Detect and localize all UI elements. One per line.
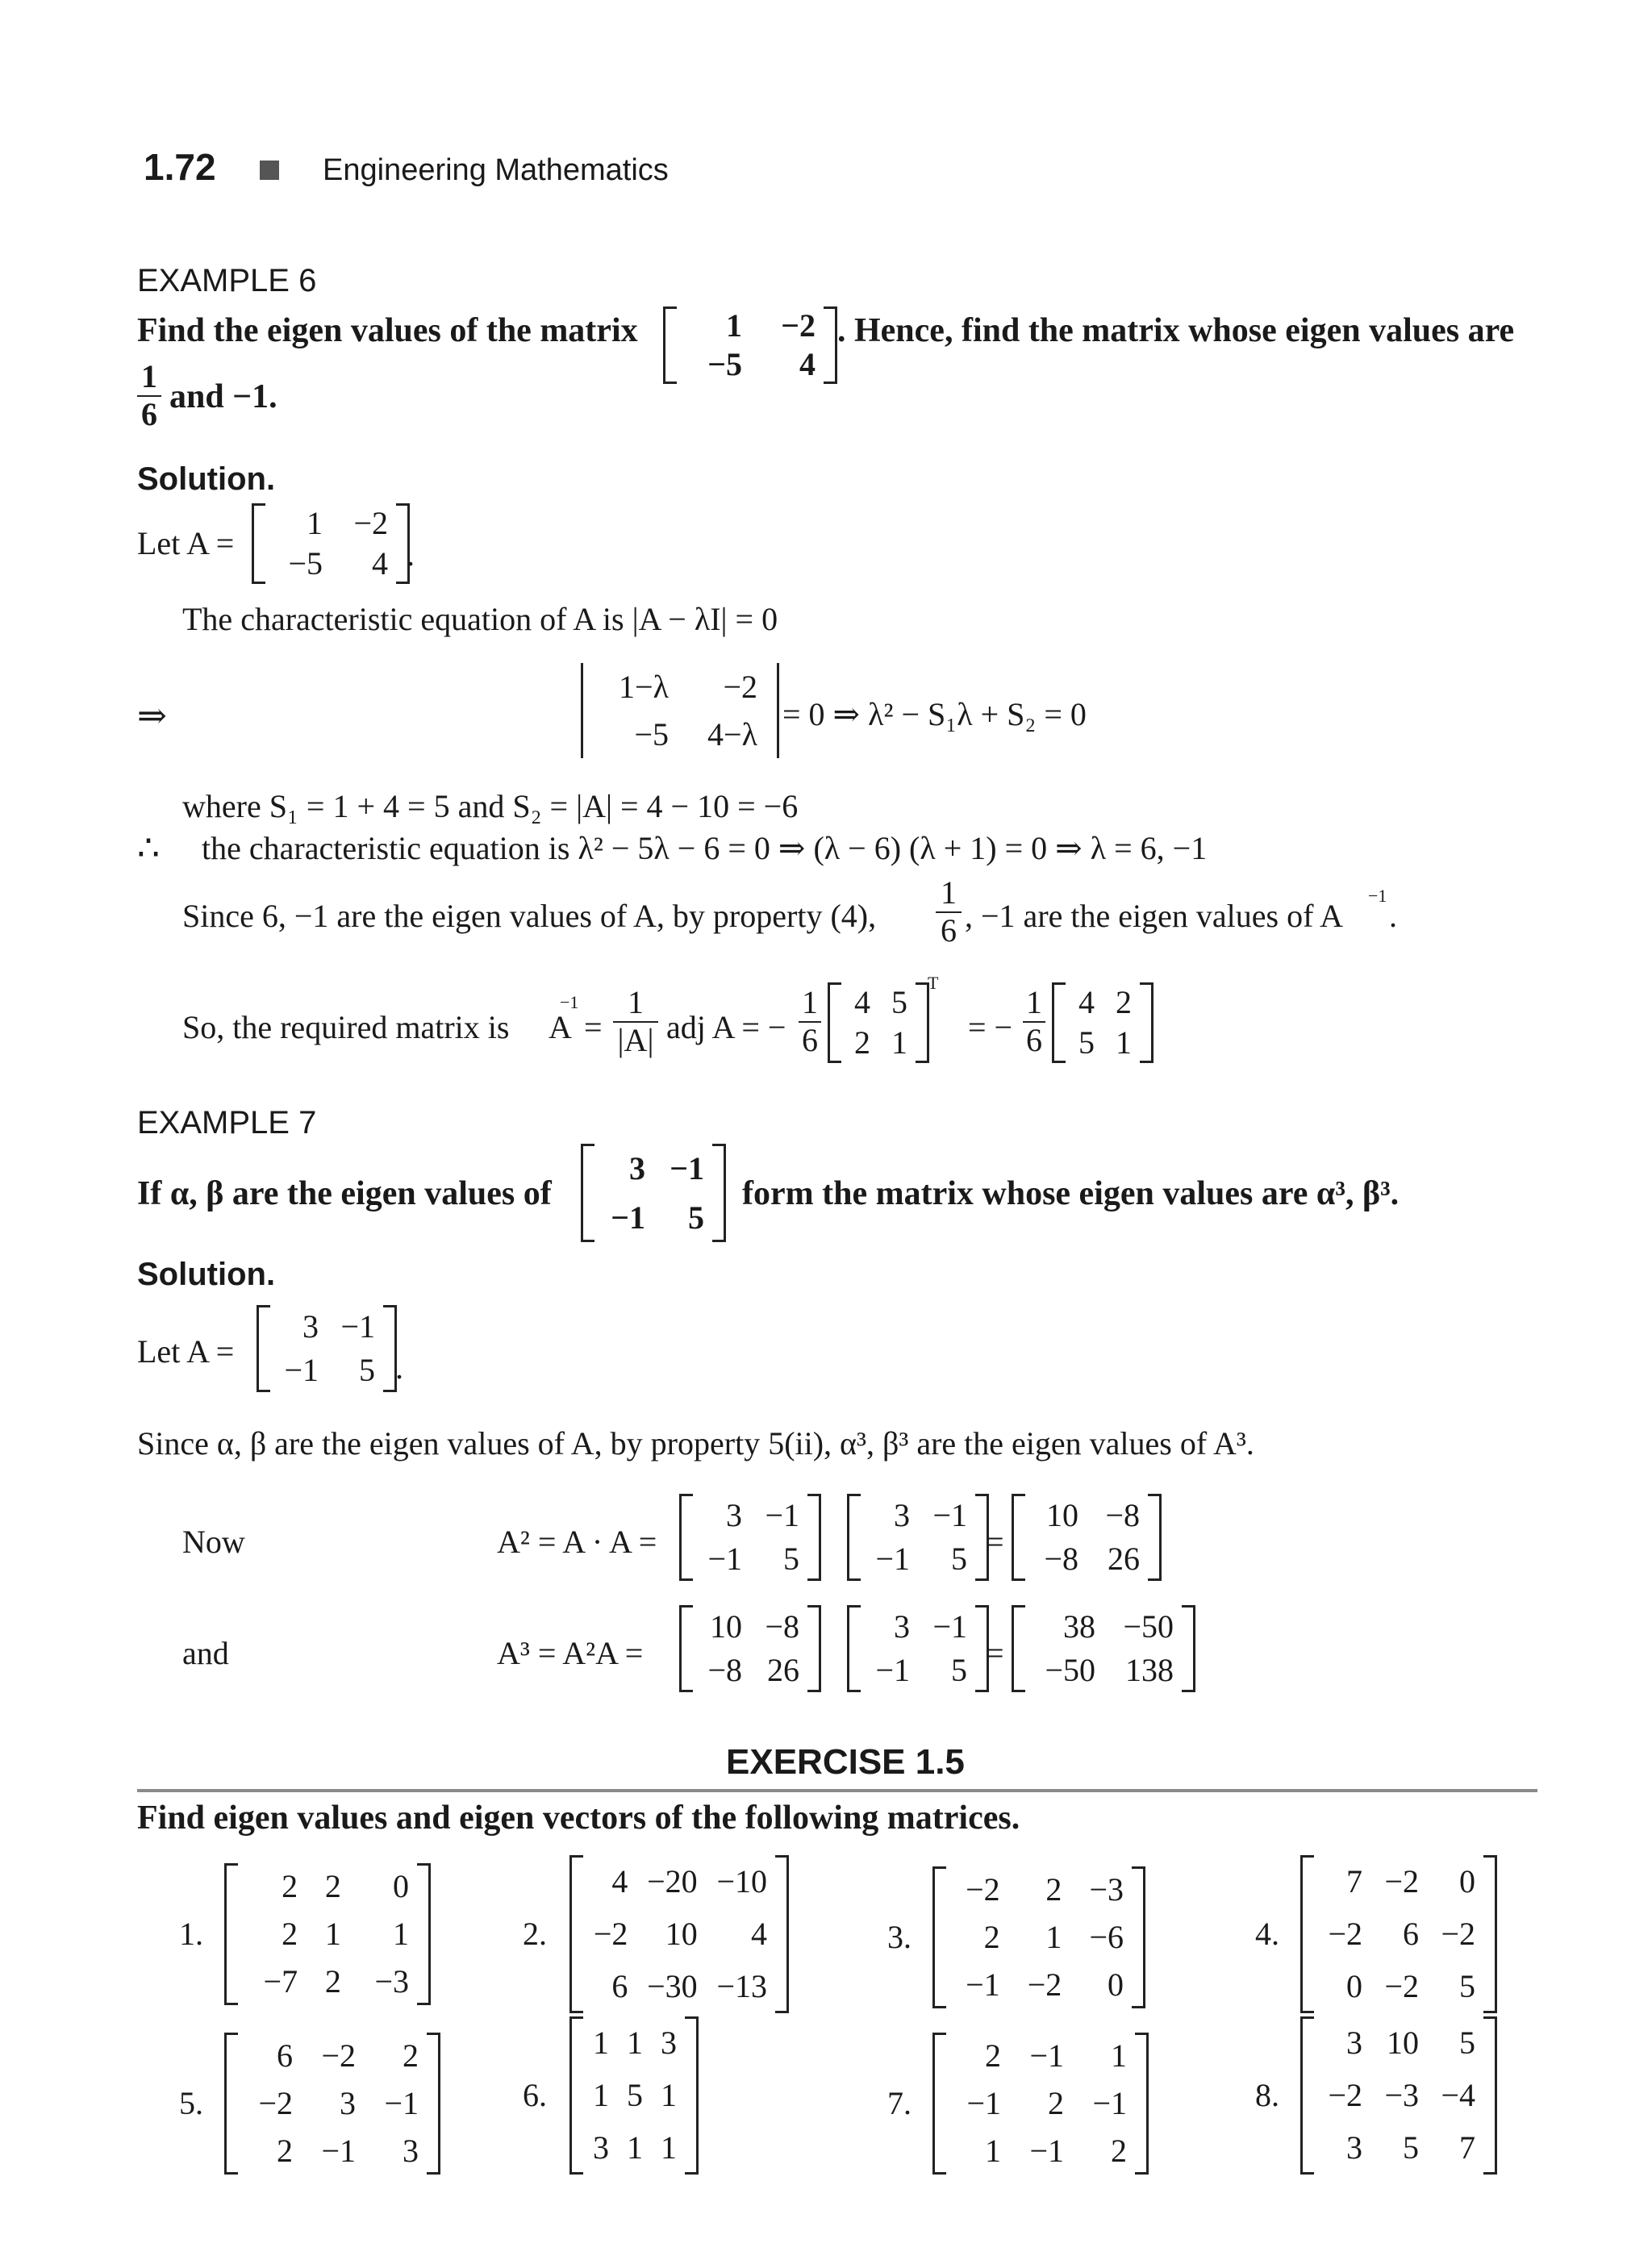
- matrix-cell: 0: [1108, 1966, 1124, 2003]
- book-title: Engineering Mathematics: [323, 153, 669, 187]
- matrix-cell: −1: [284, 1352, 319, 1388]
- matrix-cell: 0: [393, 1868, 409, 1905]
- problem-number: 4.: [1255, 1916, 1279, 1952]
- matrix-cell: −2: [781, 307, 816, 344]
- matrix-cell: −1: [875, 1541, 910, 1577]
- implies-arrow: ⇒: [137, 696, 167, 736]
- matrix-cell: 2: [983, 1918, 1000, 1955]
- matrix-cell: −3: [374, 1962, 409, 2000]
- matrix-cell: −5: [288, 545, 323, 582]
- inverse-superscript: −1: [560, 992, 579, 1012]
- matrix-cell: 2: [1116, 984, 1132, 1020]
- ex7-a2-lhs: A² = A · A =: [497, 1524, 657, 1560]
- ex7-a3-matrix-1: [679, 1605, 821, 1692]
- matrix-cell: 3: [403, 2132, 419, 2169]
- matrix-cell: −1: [932, 1608, 967, 1645]
- problem-matrix-7: [932, 2033, 1149, 2175]
- matrix-cell: 2: [277, 2132, 293, 2169]
- matrix-cell: −1: [384, 2084, 419, 2121]
- ex6-where-text: where S₁ = 1 + 4 = 5 and S₂ = |A| = 4 − 10 = −6: [182, 788, 799, 824]
- page-number: 1.72: [144, 146, 216, 188]
- ex7-let-matrix: [257, 1305, 397, 1392]
- ex6-char-eq-text: The characteristic equation of A is |A − λI| = 0: [182, 601, 778, 637]
- matrix-cell: 1: [593, 2024, 609, 2061]
- matrix-cell: −50: [1045, 1652, 1095, 1688]
- matrix-cell: 3: [1346, 2129, 1362, 2166]
- matrix-cell: 4: [611, 1862, 628, 1899]
- matrix-cell: 138: [1125, 1652, 1174, 1688]
- ex7-a3-matrix-2: [847, 1605, 989, 1692]
- ex6-since-text1: Since 6, −1 are the eigen values of A, by property (4),: [182, 898, 877, 934]
- matrix-cell: 4: [1078, 984, 1095, 1020]
- period: .: [1389, 898, 1397, 934]
- matrix-cell: −6: [1089, 1918, 1124, 1955]
- matrix-cell: −20: [647, 1862, 698, 1899]
- matrix-cell: 3: [894, 1497, 910, 1533]
- matrix-cell: −8: [1105, 1497, 1140, 1533]
- fraction-numerator: 1: [1023, 986, 1045, 1023]
- fraction-denominator: |A|: [617, 1022, 654, 1058]
- matrix-cell: 1: [661, 2129, 677, 2166]
- problem-matrix-1: [224, 1863, 431, 2005]
- determinant-cell: −5: [634, 716, 669, 753]
- matrix-cell: −2: [353, 505, 388, 541]
- matrix-cell: −1: [611, 1199, 645, 1236]
- matrix-cell: 7: [1346, 1862, 1362, 1899]
- matrix-cell: 1: [307, 505, 323, 541]
- problem-number: 3.: [887, 1919, 912, 1955]
- equals-sign: =: [986, 1635, 1004, 1671]
- ex6-let-matrix: [252, 503, 410, 584]
- fraction-numerator: 1: [137, 360, 161, 397]
- problem-number: 1.: [179, 1916, 203, 1952]
- ex6-solution-label: Solution.: [137, 461, 276, 497]
- exercise-title: EXERCISE 1.5: [726, 1742, 965, 1782]
- matrix-cell: −1: [340, 1308, 375, 1345]
- matrix-cell: −2: [1384, 1862, 1419, 1899]
- ex6-char-eq2: the characteristic equation is λ² − 5λ − 6 = 0 ⇒ (λ − 6) (λ + 1) = 0 ⇒ λ = 6, −1: [202, 830, 1208, 866]
- matrix-cell: −2: [1328, 2076, 1362, 2113]
- ex7-a2-matrix-2: [847, 1494, 989, 1581]
- matrix-cell: −1: [966, 2084, 1001, 2121]
- matrix-cell: 0: [1459, 1862, 1475, 1899]
- matrix-cell: 2: [1045, 1871, 1062, 1908]
- matrix-cell: 10: [1387, 2024, 1419, 2061]
- matrix-cell: 5: [891, 984, 907, 1020]
- ex7-now-label: Now: [182, 1524, 245, 1560]
- ex7-since-text: Since α, β are the eigen values of A, by property 5(ii), α³, β³ are the eigen values of A³.: [137, 1425, 1254, 1462]
- matrix-cell: 3: [726, 1497, 742, 1533]
- matrix-cell: 5: [1403, 2129, 1419, 2166]
- fraction-denominator: 6: [802, 1022, 818, 1058]
- ex7-a3-result: [1012, 1605, 1195, 1692]
- ex6-result-matrix: [1052, 982, 1153, 1063]
- fraction-numerator: 1: [799, 986, 821, 1023]
- matrix-cell: 1: [393, 1915, 409, 1952]
- matrix-cell: 3: [340, 2084, 356, 2121]
- ex6-det-rhs: = 0 ⇒ λ² − S₁λ + S₂ = 0: [782, 696, 1087, 732]
- matrix-cell: 26: [767, 1652, 799, 1688]
- problem-number: 6.: [523, 2077, 547, 2113]
- matrix-cell: 0: [1346, 1968, 1362, 2005]
- matrix-cell: −50: [1123, 1608, 1174, 1645]
- matrix-cell: 2: [282, 1915, 298, 1952]
- determinant-cell: 1−λ: [619, 669, 669, 705]
- matrix-cell: −2: [966, 1871, 1000, 1908]
- matrix-cell: 1: [661, 2076, 677, 2113]
- matrix-cell: −1: [670, 1149, 704, 1186]
- matrix-cell: 4: [751, 1915, 767, 1952]
- ex6-question-part1: Find the eigen values of the matrix: [137, 312, 638, 349]
- determinant-cell: 4−λ: [707, 716, 757, 753]
- matrix-cell: 6: [1403, 1915, 1419, 1952]
- problem-matrix-3: [932, 1866, 1145, 2008]
- therefore-symbol: ∴: [137, 828, 160, 868]
- problem-number: 7.: [887, 2085, 912, 2121]
- problem-matrix-2: [569, 1855, 789, 2013]
- matrix-cell: 26: [1108, 1541, 1140, 1577]
- ex7-solution-label: Solution.: [137, 1257, 276, 1292]
- matrix-cell: −3: [1089, 1871, 1124, 1908]
- matrix-cell: 1: [627, 2129, 643, 2166]
- matrix-cell: −2: [593, 1915, 628, 1952]
- matrix-cell: −1: [1092, 2084, 1127, 2121]
- matrix-cell: 1: [1045, 1918, 1062, 1955]
- matrix-cell: −1: [321, 2132, 356, 2169]
- matrix-cell: −30: [647, 1968, 698, 2005]
- matrix-cell: −2: [321, 2037, 356, 2075]
- matrix-cell: 1: [1111, 2037, 1127, 2075]
- matrix-cell: −3: [1384, 2076, 1419, 2113]
- ex6-one-sixth: [799, 986, 821, 1058]
- matrix-cell: 10: [1046, 1497, 1078, 1533]
- example-7-label: EXAMPLE 7: [137, 1105, 317, 1141]
- ex6-adj-text: adj A = −: [666, 1009, 786, 1045]
- problem-matrix-5: [224, 2033, 440, 2175]
- matrix-cell: 2: [1111, 2132, 1127, 2169]
- matrix-cell: 2: [1048, 2084, 1064, 2121]
- matrix-cell: 5: [688, 1199, 704, 1236]
- matrix-cell: 1: [1116, 1024, 1132, 1061]
- matrix-cell: 5: [1459, 2024, 1475, 2061]
- matrix-cell: 4: [372, 545, 388, 582]
- matrix-cell: 7: [1459, 2129, 1475, 2166]
- matrix-cell: 5: [359, 1352, 375, 1388]
- fraction-numerator: 1: [613, 986, 658, 1023]
- problem-matrix-6: [569, 2016, 699, 2175]
- matrix-cell: −8: [1044, 1541, 1078, 1577]
- matrix-cell: 3: [661, 2024, 677, 2061]
- matrix-cell: 2: [985, 2037, 1001, 2075]
- matrix-cell: 2: [854, 1024, 870, 1061]
- matrix-cell: −2: [258, 2084, 293, 2121]
- ex7-let-text: Let A =: [137, 1333, 235, 1370]
- problem-matrix-4: [1300, 1855, 1497, 2013]
- ex6-so-text: So, the required matrix is: [182, 1009, 510, 1045]
- ex7-question-part1: If α, β are the eigen values of: [137, 1175, 552, 1212]
- ex6-question-part2: . Hence, find the matrix whose eigen values are: [837, 312, 1515, 349]
- matrix-cell: 2: [403, 2037, 419, 2075]
- matrix-cell: −13: [716, 1968, 767, 2005]
- matrix-cell: −5: [707, 346, 742, 382]
- problem-number: 5.: [179, 2085, 203, 2121]
- matrix-cell: 5: [627, 2076, 643, 2113]
- a-inverse: A: [549, 1009, 572, 1045]
- matrix-cell: 2: [324, 1868, 341, 1905]
- inverse-superscript: −1: [1368, 886, 1387, 906]
- matrix-cell: 5: [1459, 1968, 1475, 2005]
- exercise-divider: [137, 1789, 1537, 1792]
- matrix-cell: −1: [932, 1497, 967, 1533]
- ex6-since-text2: , −1 are the eigen values of A: [965, 898, 1344, 934]
- matrix-cell: 38: [1063, 1608, 1095, 1645]
- ex6-eq-minus: = −: [968, 1009, 1013, 1045]
- ex6-since-fraction: [936, 876, 962, 949]
- matrix-cell: 6: [611, 1968, 628, 2005]
- ex6-let-text: Let A =: [137, 525, 235, 561]
- fraction-numerator: 1: [936, 876, 962, 913]
- matrix-cell: −7: [263, 1962, 298, 2000]
- matrix-cell: 5: [951, 1541, 967, 1577]
- matrix-cell: −2: [1328, 1915, 1362, 1952]
- fraction-denominator: 6: [141, 396, 157, 432]
- matrix-cell: −1: [966, 1966, 1000, 2003]
- matrix-cell: 3: [629, 1149, 645, 1186]
- fraction-denominator: 6: [941, 912, 957, 949]
- matrix-cell: −1: [875, 1652, 910, 1688]
- matrix-cell: 5: [783, 1541, 799, 1577]
- matrix-cell: 4: [799, 346, 816, 382]
- ex7-question-part2: form the matrix whose eigen values are α³, β³.: [742, 1175, 1400, 1212]
- ex7-a2-matrix-1: [679, 1494, 821, 1581]
- matrix-cell: −1: [765, 1497, 799, 1533]
- matrix-cell: −1: [1029, 2037, 1064, 2075]
- header-square-icon: [260, 161, 279, 180]
- matrix-cell: 3: [1346, 2024, 1362, 2061]
- matrix-cell: −8: [765, 1608, 799, 1645]
- problem-matrix-8: [1300, 2016, 1497, 2175]
- matrix-cell: 5: [1078, 1024, 1095, 1061]
- problem-number: 8.: [1255, 2077, 1279, 2113]
- matrix-cell: 2: [282, 1868, 298, 1905]
- ex6-adj-matrix: [828, 982, 929, 1063]
- matrix-cell: 10: [710, 1608, 742, 1645]
- period: .: [395, 1349, 403, 1386]
- matrix-cell: 1: [891, 1024, 907, 1061]
- example-6-label: EXAMPLE 6: [137, 263, 317, 298]
- matrix-cell: −2: [1384, 1968, 1419, 2005]
- ex6-one-over-det: [613, 986, 658, 1058]
- ex6-question-part3: and −1.: [169, 378, 277, 415]
- ex7-and-label: and: [182, 1635, 229, 1671]
- matrix-cell: 10: [665, 1915, 698, 1952]
- matrix-cell: 1: [627, 2024, 643, 2061]
- fraction-denominator: 6: [1026, 1022, 1042, 1058]
- ex7-a3-lhs: A³ = A²A =: [497, 1635, 644, 1671]
- matrix-cell: 1: [985, 2132, 1001, 2169]
- matrix-cell: −4: [1441, 2076, 1475, 2113]
- matrix-cell: −2: [1441, 1915, 1475, 1952]
- matrix-cell: −2: [1027, 1966, 1062, 2003]
- matrix-cell: 6: [277, 2037, 293, 2075]
- exercise-instruction: Find eigen values and eigen vectors of the following matrices.: [137, 1799, 1020, 1837]
- matrix-cell: 1: [593, 2076, 609, 2113]
- matrix-cell: 5: [951, 1652, 967, 1688]
- ex6-question-fraction: [137, 360, 161, 432]
- ex6-determinant: [581, 663, 779, 758]
- ex7-a2-result: [1012, 1494, 1162, 1581]
- equals-sign: =: [584, 1009, 603, 1045]
- matrix-cell: 1: [324, 1915, 341, 1952]
- determinant-cell: −2: [723, 669, 757, 705]
- ex6-one-sixth-2: [1023, 986, 1045, 1058]
- matrix-cell: −1: [1029, 2132, 1064, 2169]
- matrix-cell: 2: [324, 1962, 341, 2000]
- matrix-cell: −1: [707, 1541, 742, 1577]
- ex6-question-matrix: [663, 306, 837, 384]
- matrix-cell: 3: [894, 1608, 910, 1645]
- matrix-cell: −10: [716, 1862, 767, 1899]
- transpose-superscript: T: [928, 973, 939, 993]
- matrix-cell: −8: [707, 1652, 742, 1688]
- matrix-cell: 3: [302, 1308, 319, 1345]
- matrix-cell: 1: [726, 307, 742, 344]
- period: .: [407, 536, 415, 573]
- problem-number: 2.: [523, 1916, 547, 1952]
- equals-sign: =: [986, 1524, 1004, 1560]
- matrix-cell: 4: [854, 984, 870, 1020]
- matrix-cell: 3: [593, 2129, 609, 2166]
- ex7-question-matrix: [581, 1144, 726, 1242]
